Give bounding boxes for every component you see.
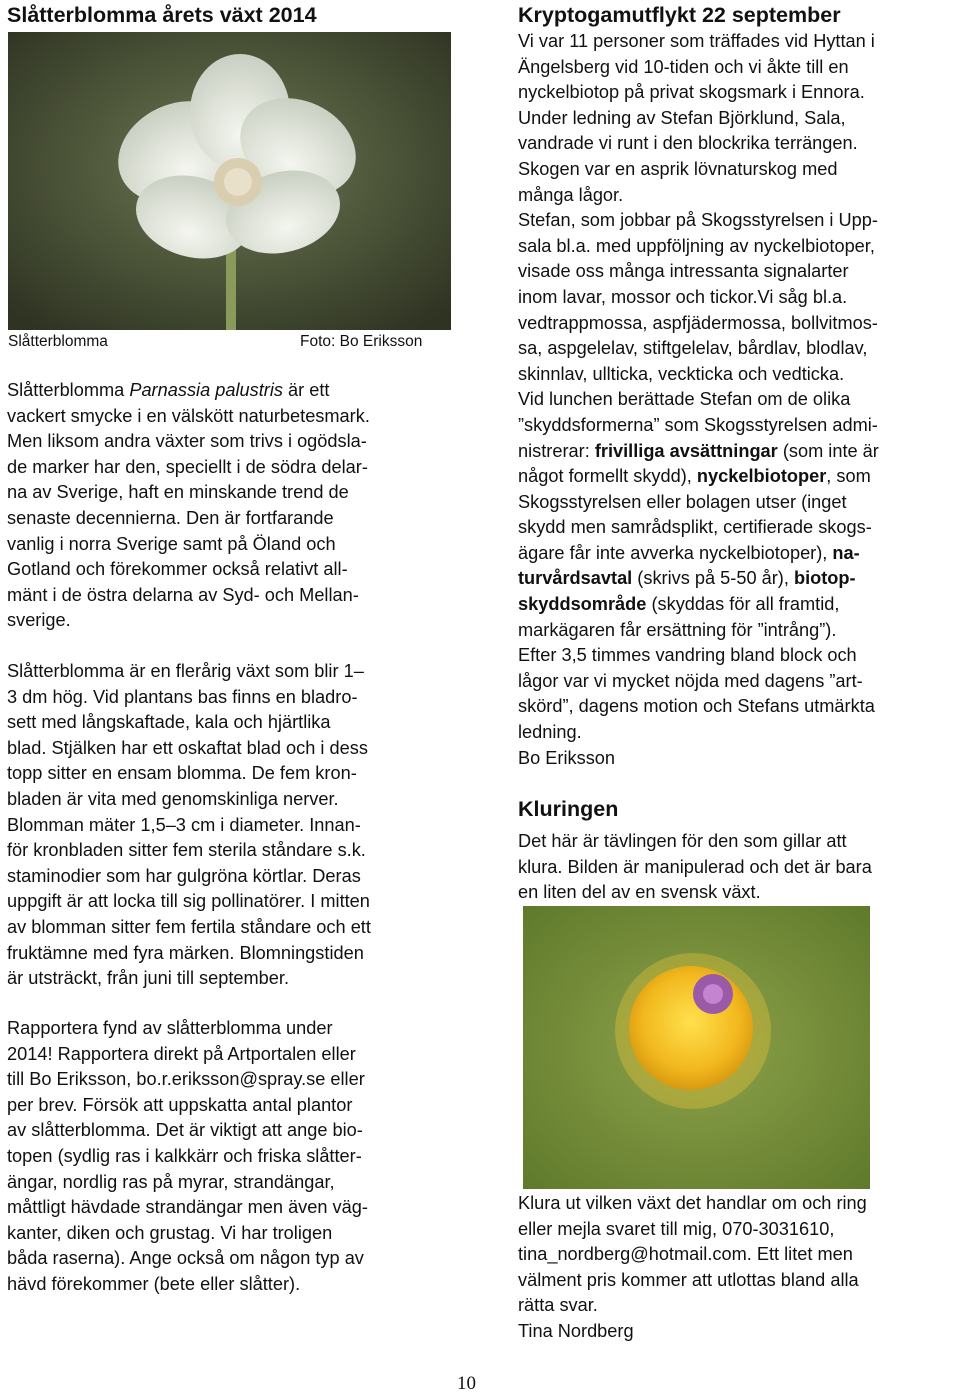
term-naturvardsavtal: na- turvårdsavtal: [518, 542, 860, 589]
excursion-text-3: , som Skogsstyrelsen eller bolagen utser (inget skydd men samrådsplikt, certifierade skogs- ägare får inte avverka nyckelbiotoper),: [518, 466, 872, 563]
paragraph-kluringen: Det här är tävlingen för den som gillar att klura. Bilden är manipulerad och det är bara en liten del av en svensk växt.: [518, 831, 872, 903]
page-number: 10: [457, 1373, 476, 1394]
paragraph-excursion: [518, 29, 960, 771]
intro-text: Slåtterblomma: [7, 380, 130, 400]
flower-photo: [8, 32, 451, 330]
photo-caption: Slåtterblomma: [8, 333, 108, 350]
photo-credit: Foto: Bo Eriksson: [300, 333, 423, 350]
article-heading-slatterblomma: Slåtterblomma årets växt 2014: [7, 3, 317, 27]
paragraph-intro: [7, 378, 457, 634]
term-frivilliga: frivilliga avsättningar: [594, 440, 778, 461]
article-heading-kryptogamutflykt: Kryptogamutflykt 22 september: [518, 3, 841, 27]
puzzle-photo: [523, 906, 870, 1189]
paragraph-description: Slåtterblomma är en flerårig växt som blir 1– 3 dm hög. Vid plantans bas finns en bladro- sett med långskaftade, kala och hjärtlika blad. Stjälken har ett oskaftat blad och i dess topp sitter en ensam blomma. De fem kron- bladen är vita med genomskinliga nerver. Blomman mäter 1,5–3 cm i diameter. Innan- för kronbladen sitter fem sterila ståndare s.k. staminodier som har gulgröna körtlar. Deras uppgift är att locka till sig pollinatörer. I mitten av blomman sitter fem fertila ståndare och ett fruktämne med fyra märken. Blomningstiden är utsträckt, från juni till september.: [7, 661, 371, 989]
excursion-text-5: (skyddas för all framtid, markägaren får ersättning för ”intrång”). Efter 3,5 timmes vandring bland block och lågor var vi mycket nöjda med dagens ”art- skörd”, dagens motion och Stefans utmärkta ledning. Bo Eriksson: [518, 594, 875, 768]
article-heading-kluringen: Kluringen: [518, 797, 619, 821]
excursion-text-2: (som inte är något formellt skydd),: [518, 440, 879, 487]
intro-text-rest: är ett vackert smycke i en välskött naturbetesmark. Men liksom andra växter som trivs i ogödsla- de marker har den, speciellt i de södra delar- na av Sverige, haft en minskande trend de senaste decennierna. Den är fortfarande vanlig i norra Sverige samt på Öland och Gotland och förekommer också relativt all- mänt i de östra delarna av Syd- och Mellan- sverige.: [7, 380, 370, 631]
term-biotopskydd: biotop- skyddsområde: [518, 568, 856, 615]
paragraph-report: Rapportera fynd av slåtterblomma under 2014! Rapportera direkt på Artportalen eller till Bo Eriksson, bo.r.eriksson@spray.se eller per brev. Försök att uppskatta antal plantor av slåtterblomma. Det är viktigt att ange bio- topen (sydlig ras i kalkkärr och friska slåtter- ängar, nordlig ras på myrar, strandängar, måttligt hävdade strandängar men även väg- kanter, diken och grustag. Vi har troligen båda raserna). Ange också om någon typ av hävd förekommer (bete eller slåtter).: [7, 1018, 368, 1294]
term-nyckelbiotoper: nyckelbiotoper: [696, 466, 827, 487]
paragraph-contest: Klura ut vilken växt det handlar om och ring eller mejla svaret till mig, 070-3031610, tina_nordberg@hotmail.com. Ett litet men välment pris kommer att utlottas bland alla rätta svar. Tina Nordberg: [518, 1193, 867, 1341]
excursion-text-4: (skrivs på 5-50 år),: [632, 568, 794, 589]
excursion-text: Vi var 11 personer som träffades vid Hyttan i Ängelsberg vid 10-tiden och vi åkte till en nyckelbiotop på privat skogsmark i Ennora. Under ledning av Stefan Björklund, Sala, vandrade vi runt i den blockrika terrängen. Skogen var en asprik lövnaturskog med många lågor. Stefan, som jobbar på Skogsstyrelsen i Upp- sala bl.a. med uppföljning av nyckelbiotoper, visade oss många intressanta signalarter inom lavar, mossor och tickor.Vi såg bl.a. vedtrappmossa, aspfjädermossa, bollvitmos- sa, aspgelelav, stiftgelelav, bårdlav, blodlav, skinnlav, ullticka, veckticka och vedticka. Vid lunchen berättade Stefan om de olika ”skyddsformerna” som Skogsstyrelsen admi- nistrerar:: [518, 31, 878, 461]
latin-name: Parnassia palustris: [129, 380, 283, 400]
